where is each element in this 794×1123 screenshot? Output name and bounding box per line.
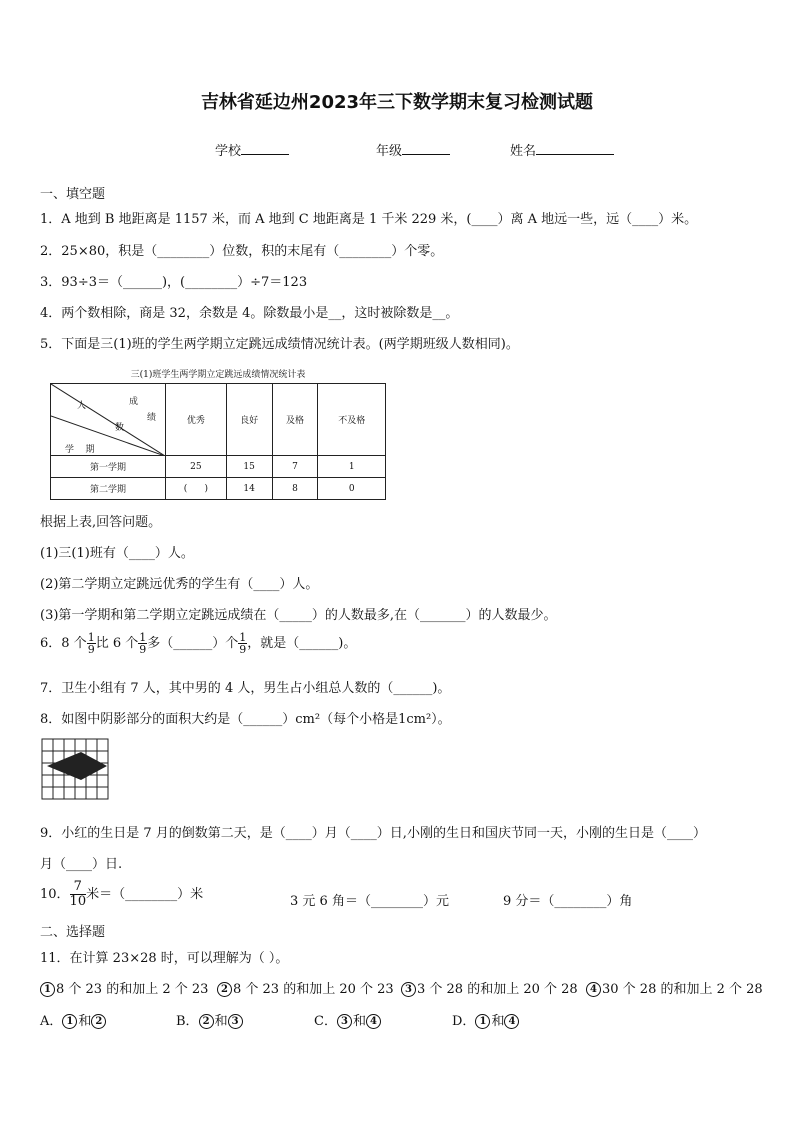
name-field xyxy=(510,140,614,159)
table-caption: 三(1)班学生两学期立定跳远成绩情况统计表 xyxy=(130,370,306,380)
fraction-one-ninth xyxy=(238,632,247,655)
circled-number: 3 xyxy=(337,1014,352,1029)
school-blank xyxy=(241,142,289,155)
choice-letter: D． xyxy=(452,1014,476,1029)
header-cell: 不及格 xyxy=(318,384,386,456)
table-cell: 8 xyxy=(272,478,318,500)
question-6 xyxy=(40,632,356,655)
grade-field xyxy=(376,140,450,159)
q11-option-1 xyxy=(40,978,208,997)
choice-joiner: 和 xyxy=(78,1014,92,1029)
question-5-intro: 根据上表,回答问题。 xyxy=(40,515,162,530)
circled-number: 2 xyxy=(217,982,232,997)
option-text: 8 个 23 的和加上 2 个 23 xyxy=(56,982,209,997)
circled-number: 4 xyxy=(366,1014,381,1029)
header-cell: 及格 xyxy=(272,384,318,456)
circled-number: 3 xyxy=(228,1014,243,1029)
fraction-numerator: 1 xyxy=(87,631,95,644)
q6-part-c: 多（______）个 xyxy=(147,636,239,651)
question-5-2: (2)第二学期立定跳远优秀的学生有（____）人。 xyxy=(40,577,319,592)
circled-number: 4 xyxy=(586,982,601,997)
name-label: 姓名 xyxy=(510,144,537,159)
page-title: 吉林省延边州2023年三下数学期末复习检测试题 xyxy=(200,92,594,113)
row-label: 第一学期 xyxy=(51,456,166,478)
choice-letter: C． xyxy=(314,1014,337,1029)
question-3: 3．93÷3＝（______)，(________）÷7＝123 xyxy=(40,275,308,290)
question-5: 5．下面是三(1)班的学生两学期立定跳远成绩情况统计表。(两学期班级人数相同)。 xyxy=(40,337,519,352)
question-9: 9．小红的生日是 7 月的倒数第二天，是（____）月（____）日,小刚的生日和国庆节同一天，小刚的生日是（____） xyxy=(40,826,706,841)
grade-table xyxy=(50,383,386,500)
q6-part-a: 6．8 个 xyxy=(40,636,87,651)
circled-number: 2 xyxy=(91,1014,106,1029)
fraction-denominator: 9 xyxy=(139,643,147,656)
table-cell: ( ) xyxy=(166,478,227,500)
fraction-denominator: 9 xyxy=(87,643,95,656)
circled-number: 2 xyxy=(199,1014,214,1029)
option-text: 3 个 28 的和加上 20 个 28 xyxy=(417,982,578,997)
question-7: 7．卫生小组有 7 人，其中男的 4 人，男生占小组总人数的（______)。 xyxy=(40,681,451,696)
school-label: 学校 xyxy=(215,144,242,159)
school-field xyxy=(215,140,289,159)
section-choice: 二、选择题 xyxy=(40,925,106,940)
q11-option-4 xyxy=(586,978,763,997)
header-cell: 优秀 xyxy=(166,384,227,456)
corner-text-5: 学 期 xyxy=(65,445,95,455)
fraction-numerator: 1 xyxy=(139,631,147,644)
choice-joiner: 和 xyxy=(352,1014,366,1029)
corner-text-4: 数 xyxy=(115,423,125,433)
q11-option-3 xyxy=(401,978,578,997)
table-cell: 15 xyxy=(226,456,272,478)
q6-part-d: ，就是（______)。 xyxy=(247,636,357,651)
q11-choice-a xyxy=(40,1010,107,1029)
fraction-one-ninth xyxy=(87,632,96,655)
grade-blank xyxy=(402,142,450,155)
circled-number: 1 xyxy=(40,982,55,997)
q6-part-b: 比 6 个 xyxy=(95,636,139,651)
q10-label: 10． xyxy=(40,887,70,902)
question-10-b: 3 元 6 角＝（________）元 xyxy=(290,894,449,909)
name-blank xyxy=(536,142,614,155)
option-text: 30 个 28 的和加上 2 个 28 xyxy=(602,982,763,997)
fraction-numerator: 1 xyxy=(239,631,247,644)
q11-choice-d xyxy=(452,1010,520,1029)
question-1: 1．A 地到 B 地距离是 1157 米，而 A 地到 C 地距离是 1 千米 229 米，(____）离 A 地远一些，远（____）米。 xyxy=(40,212,698,227)
fraction-denominator: 9 xyxy=(239,643,247,656)
section-fill-blank: 一、填空题 xyxy=(40,187,106,202)
q10-part-a: 米＝（________）米 xyxy=(86,887,204,902)
question-10-c: 9 分＝（________）角 xyxy=(503,894,633,909)
corner-text-3: 绩 xyxy=(147,413,157,423)
table-row xyxy=(51,456,386,478)
fraction-numerator: 7 xyxy=(70,880,87,895)
row-label: 第二学期 xyxy=(51,478,166,500)
question-11: 11．在计算 23×28 时，可以理解为（ ）。 xyxy=(40,951,289,966)
shaded-shape xyxy=(47,752,107,780)
q11-option-2 xyxy=(217,978,394,997)
question-9-cont: 月（____）日. xyxy=(40,857,123,872)
corner-text-1: 成 xyxy=(129,397,139,407)
grade-label: 年级 xyxy=(376,144,403,159)
circled-number: 3 xyxy=(401,982,416,997)
choice-joiner: 和 xyxy=(214,1014,228,1029)
circled-number: 1 xyxy=(475,1014,490,1029)
q11-choice-b xyxy=(176,1010,244,1029)
question-10 xyxy=(40,880,203,909)
choice-joiner: 和 xyxy=(491,1014,505,1029)
corner-text-2: 人 xyxy=(77,401,87,411)
table-row xyxy=(51,478,386,500)
table-cell: 0 xyxy=(318,478,386,500)
question-5-1: (1)三(1)班有（____）人。 xyxy=(40,546,194,561)
fraction-denominator: 10 xyxy=(69,894,87,909)
choice-letter: B． xyxy=(176,1014,199,1029)
question-2: 2．25×80，积是（________）位数，积的末尾有（________）个零。 xyxy=(40,244,444,259)
table-cell: 7 xyxy=(272,456,318,478)
fraction-one-ninth xyxy=(138,632,147,655)
grade-table-block xyxy=(50,367,386,500)
table-cell: 25 xyxy=(166,456,227,478)
grid-figure xyxy=(41,738,111,802)
table-corner-cell xyxy=(51,384,166,456)
option-text: 8 个 23 的和加上 20 个 23 xyxy=(233,982,394,997)
question-4: 4．两个数相除，商是 32，余数是 4。除数最小是__，这时被除数是__。 xyxy=(40,306,459,321)
circled-number: 4 xyxy=(504,1014,519,1029)
fraction-seven-tenths xyxy=(70,880,87,909)
choice-letter: A． xyxy=(40,1014,63,1029)
header-cell: 良好 xyxy=(226,384,272,456)
question-5-3: (3)第一学期和第二学期立定跳远成绩在（_____）的人数最多,在（_______）的人数最少。 xyxy=(40,608,557,623)
q11-choice-c xyxy=(314,1010,382,1029)
table-cell: 1 xyxy=(318,456,386,478)
question-8: 8．如图中阴影部分的面积大约是（______）cm²（每个小格是1cm²）。 xyxy=(40,712,451,727)
table-cell: 14 xyxy=(226,478,272,500)
circled-number: 1 xyxy=(62,1014,77,1029)
